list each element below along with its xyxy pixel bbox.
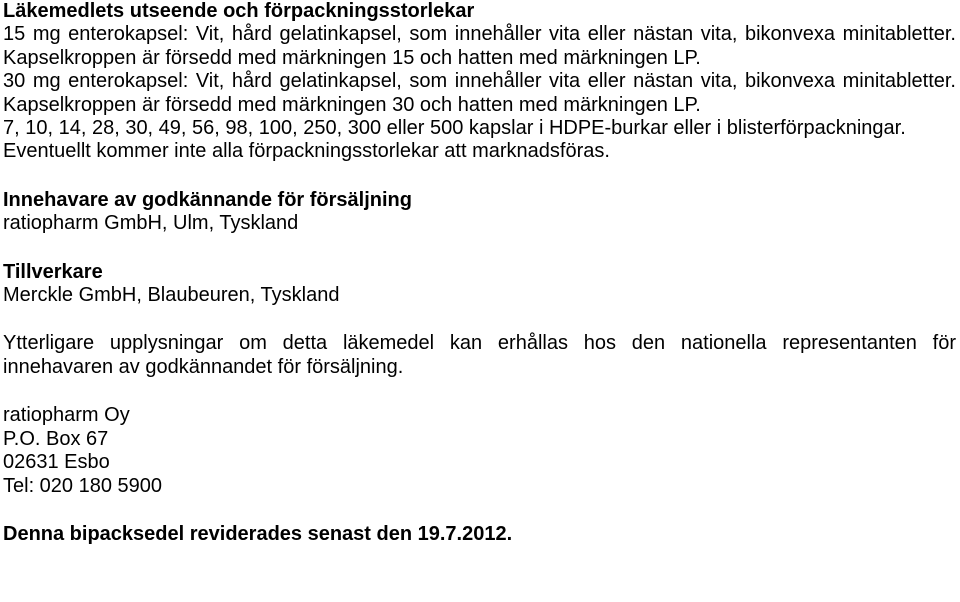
manufacturer-section bbox=[3, 261, 956, 308]
paragraph-marketing-note: Eventuellt kommer inte alla förpackningsstorlekar att marknadsföras. bbox=[3, 140, 610, 163]
address-line-postcode: 02631 Esbo bbox=[3, 451, 110, 474]
holder-section bbox=[3, 189, 956, 236]
address-line-company: ratiopharm Oy bbox=[3, 404, 130, 427]
revision-section bbox=[3, 523, 956, 546]
holder-heading: Innehavare av godkännande för försäljning bbox=[3, 188, 412, 211]
address-line-phone: Tel: 020 180 5900 bbox=[3, 474, 163, 497]
manufacturer-name: Merckle GmbH, Blaubeuren, Tyskland bbox=[3, 284, 340, 307]
appearance-heading: Läkemedlets utseende och förpackningsstorlekar bbox=[3, 0, 475, 22]
appearance-section bbox=[3, 0, 956, 164]
revision-date: Denna bipacksedel reviderades senast den 19.7.2012. bbox=[3, 522, 513, 545]
representative-address bbox=[3, 404, 956, 498]
address-line-pobox: P.O. Box 67 bbox=[3, 427, 109, 450]
contact-intro: Ytterligare upplysningar om detta läkemedel kan erhållas hos den nationella representanten för innehavaren av godkännandet för försäljning. bbox=[3, 332, 956, 378]
contact-section bbox=[3, 332, 956, 497]
holder-name: ratiopharm GmbH, Ulm, Tyskland bbox=[3, 212, 299, 235]
paragraph-pack-sizes: 7, 10, 14, 28, 30, 49, 56, 98, 100, 250, 300 eller 500 kapslar i HDPE-burkar eller i blisterförpackningar. bbox=[3, 117, 906, 140]
manufacturer-heading: Tillverkare bbox=[3, 260, 103, 283]
paragraph-15mg-capsule: 15 mg enterokapsel: Vit, hård gelatinkapsel, som innehåller vita eller nästan vita, bikonvexa minitabletter. Kapselkroppen är försedd med märkningen 15 och hatten med märkningen LP. bbox=[3, 23, 956, 69]
paragraph-30mg-capsule: 30 mg enterokapsel: Vit, hård gelatinkapsel, som innehåller vita eller nästan vita, bikonvexa minitabletter. Kapselkroppen är försedd med märkningen 30 och hatten med märkningen LP. bbox=[3, 70, 956, 116]
